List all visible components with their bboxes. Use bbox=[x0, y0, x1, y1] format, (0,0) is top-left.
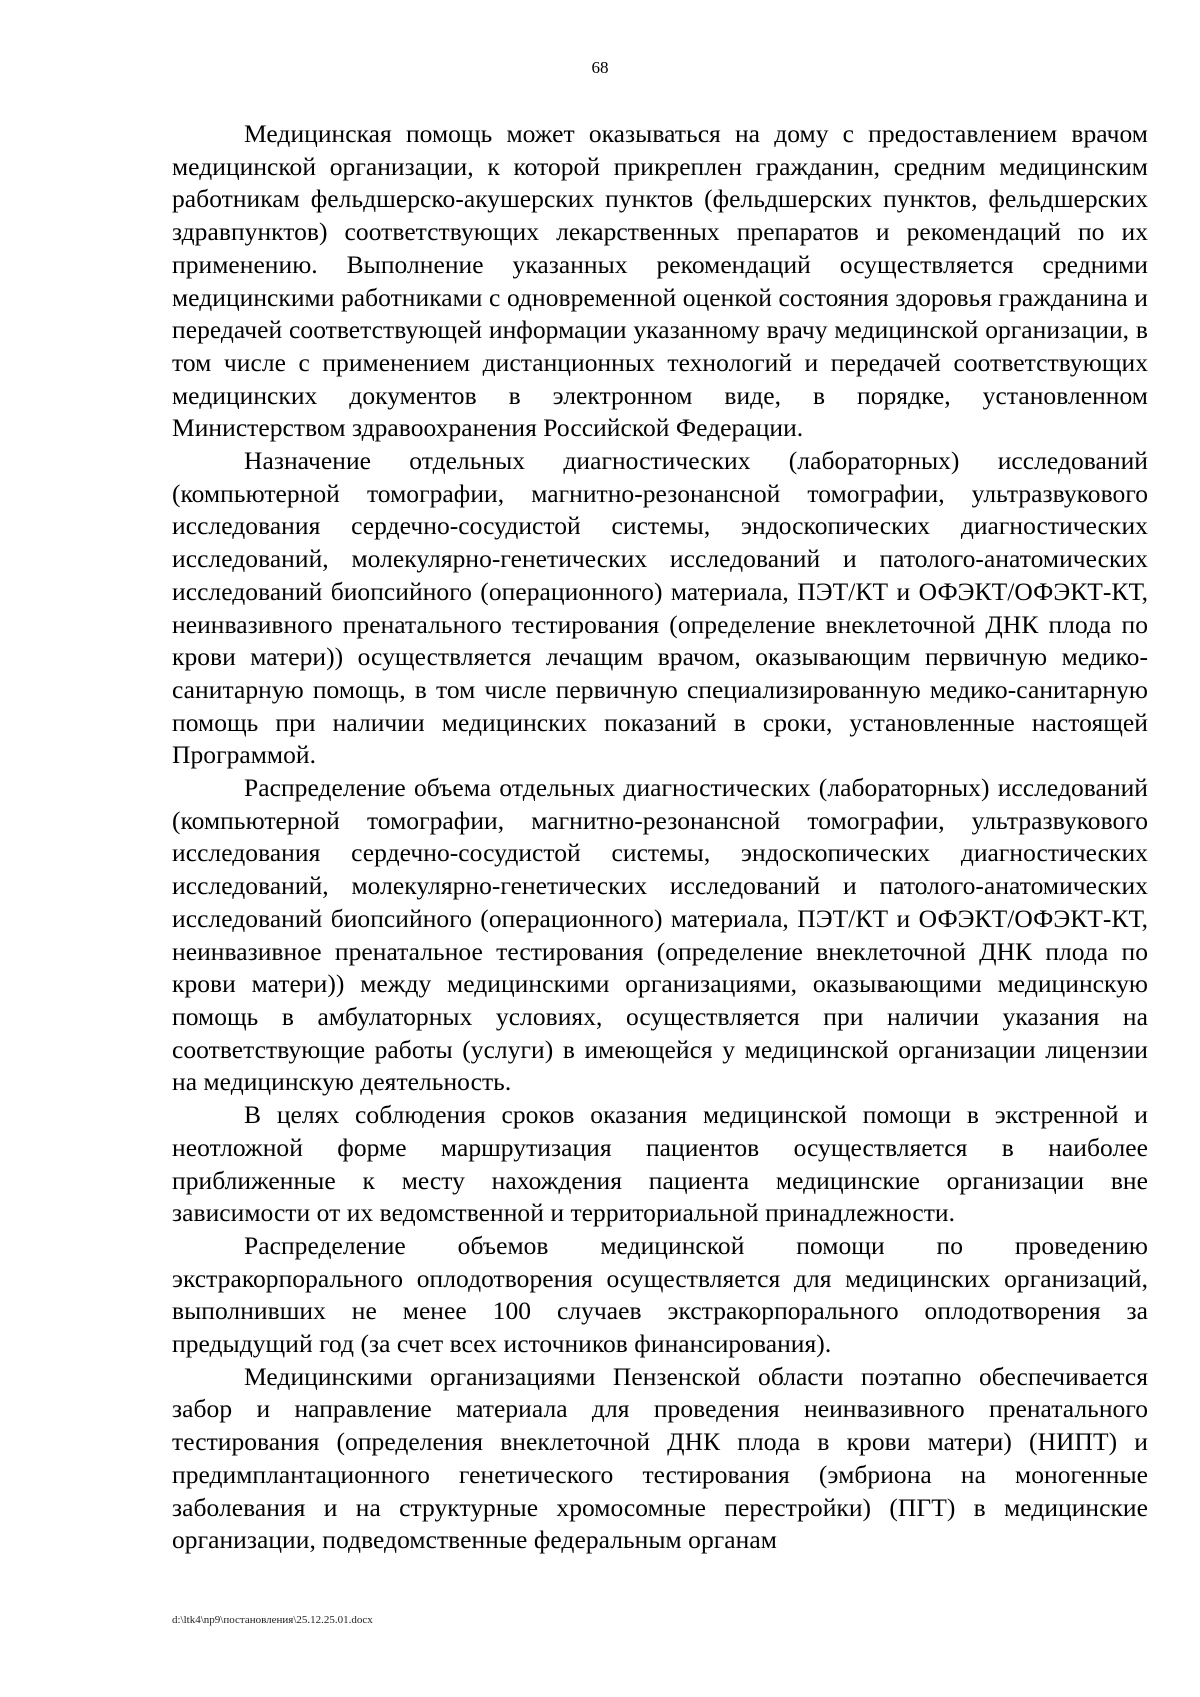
document-body bbox=[172, 118, 1148, 1557]
paragraph-diagnostic-assignment: Назначение отдельных диагностических (лабораторных) исследований (компьютерной томографии, магнитно-резонансной томографии, ультразвукового исследования сердечно-сосудистой системы, эндоскопических диагностических исследований, молекулярно-генетических исследований и патолого-анатомических исследований биопсийного (операционного) материала, ПЭТ/КТ и ОФЭКТ/ОФЭКТ-КТ, неинвазивного пренатального тестирования (определение внеклеточной ДНК плода по крови матери)) осуществляется лечащим врачом, оказывающим первичную медико-санитарную помощь, в том числе первичную специализированную медико-санитарную помощь при наличии медицинских показаний в сроки, установленные настоящей Программой. bbox=[172, 446, 1148, 770]
paragraph-prenatal-testing: Медицинскими организациями Пензенской области поэтапно обеспечивается забор и направление материала для проведения неинвазивного пренатального тестирования (определения внеклеточной ДНК плода в крови матери) (НИПТ) и предимплантационного генетического тестирования (эмбриона на моногенные заболевания и на структурные хромосомные перестройки) (ПГТ) в медицинские организации, подведомственные федеральным органам bbox=[172, 1361, 1148, 1555]
page-number: 68 bbox=[591, 58, 609, 77]
paragraph-home-care: Медицинская помощь может оказываться на дому с предоставлением врачом медицинской организации, к которой прикреплен гражданин, средним медицинским работникам фельдшерско-акушерских пунктов (фельдшерских пунктов, фельдшерских здравпунктов) соответствующих лекарственных препаратов и рекомендаций по их применению. Выполнение указанных рекомендаций осуществляется средними медицинскими работниками с одновременной оценкой состояния здоровья гражданина и передачей соответствующей информации указанному врачу медицинской организации, в том числе с применением дистанционных технологий и передачей соответствующих медицинских документов в электронном виде, в порядке, установленном Министерством здравоохранения Российской Федерации. bbox=[172, 119, 1148, 443]
paragraph-diagnostic-distribution: Распределение объема отдельных диагностических (лабораторных) исследований (компьютерной томографии, магнитно-резонансной томографии, ультразвукового исследования сердечно-сосудистой системы, эндоскопических диагностических исследований, молекулярно-генетических исследований и патолого-анатомических исследований биопсийного (операционного) материала, ПЭТ/КТ и ОФЭКТ/ОФЭКТ-КТ, неинвазивное пренатальное тестирования (определение внеклеточной ДНК плода по крови матери)) между медицинскими организациями, оказывающими медицинскую помощь в амбулаторных условиях, осуществляется при наличии указания на соответствующие работы (услуги) в имеющейся у медицинской организации лицензии на медицинскую деятельность. bbox=[172, 773, 1148, 1097]
paragraph-emergency-routing: В целях соблюдения сроков оказания медицинской помощи в экстренной и неотложной форме маршрутизация пациентов осуществляется в наиболее приближенные к месту нахождения пациента медицинские организации вне зависимости от их ведомственной и территориальной принадлежности. bbox=[172, 1100, 1148, 1228]
footer-file-path: d:\ltk4\np9\постановления\25.12.25.01.docx bbox=[172, 1614, 373, 1626]
paragraph-ivf-distribution: Распределение объемов медицинской помощи по проведению экстракорпорального оплодотворения осуществляется для медицинских организаций, выполнивших не менее 100 случаев экстракорпорального оплодотворения за предыдущий год (за счет всех источников финансирования). bbox=[172, 1230, 1148, 1359]
